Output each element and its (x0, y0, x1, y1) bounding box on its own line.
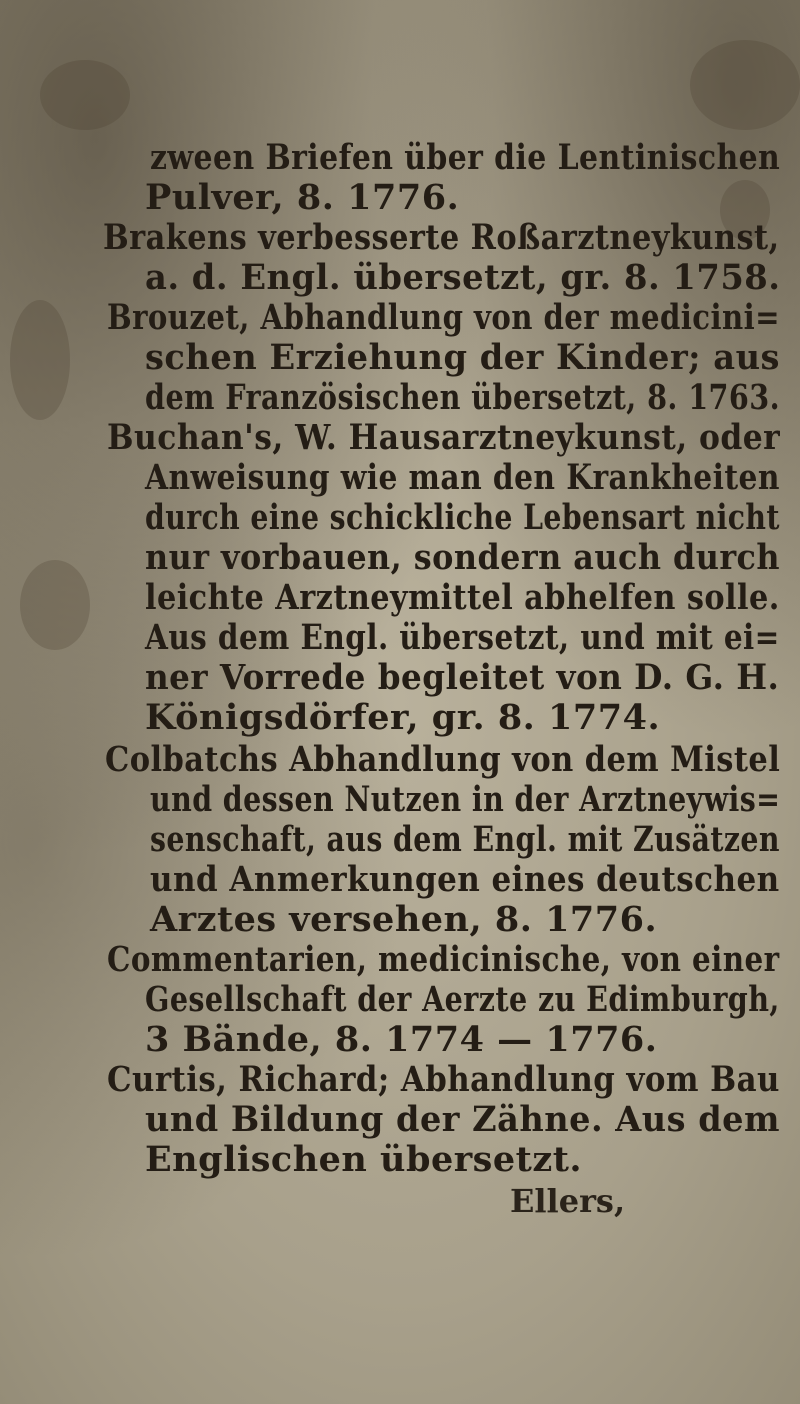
text-line: senschaft, aus dem Engl. mit Zusätzen (150, 819, 780, 860)
text-line: Aus dem Engl. übersetzt, und mit ei= (145, 617, 780, 658)
text-line: Englischen übersetzt. (145, 1139, 583, 1180)
text-line: Curtis, Richard; Abhandlung vom Bau (107, 1059, 780, 1100)
text-line: 3 Bände, 8. 1774 — 1776. (145, 1019, 658, 1060)
text-line: schen Erziehung der Kinder; aus (145, 337, 780, 378)
text-line: und dessen Nutzen in der Arztneywis= (150, 779, 781, 820)
text-line: Pulver, 8. 1776. (145, 177, 460, 218)
text-line: ner Vorrede begleitet von D. G. H. (145, 657, 780, 698)
catchword: Ellers, (510, 1182, 626, 1220)
text-line: Anweisung wie man den Krankheiten (145, 457, 780, 498)
text-line: Commentarien, medicinische, von einer (107, 939, 780, 980)
text-line: zween Briefen über die Lentinischen (150, 137, 781, 178)
text-line: Gesellschaft der Aerzte zu Edimburgh, (145, 979, 780, 1020)
text-line: Colbatchs Abhandlung von dem Mistel (105, 739, 781, 780)
text-line: Brouzet, Abhandlung von der medicini= (107, 297, 780, 338)
text-line: Brakens verbesserte Roßarztneykunst, (103, 217, 780, 258)
text-line: Königsdörfer, gr. 8. 1774. (145, 697, 661, 738)
text-line: Buchan's, W. Hausarztneykunst, oder (107, 417, 781, 458)
text-line: Arztes versehen, 8. 1776. (150, 899, 658, 940)
text-line: leichte Arztneymittel abhelfen solle. (145, 577, 780, 618)
text-line: nur vorbauen, sondern auch durch (145, 537, 781, 578)
text-line: durch eine schickliche Lebensart nicht (145, 497, 780, 538)
text-line: und Bildung der Zähne. Aus dem (145, 1099, 781, 1140)
text-line: dem Französischen übersetzt, 8. 1763. (145, 377, 781, 418)
text-line: und Anmerkungen eines deutschen (150, 859, 780, 900)
text-line: a. d. Engl. übersetzt, gr. 8. 1758. (145, 257, 781, 298)
